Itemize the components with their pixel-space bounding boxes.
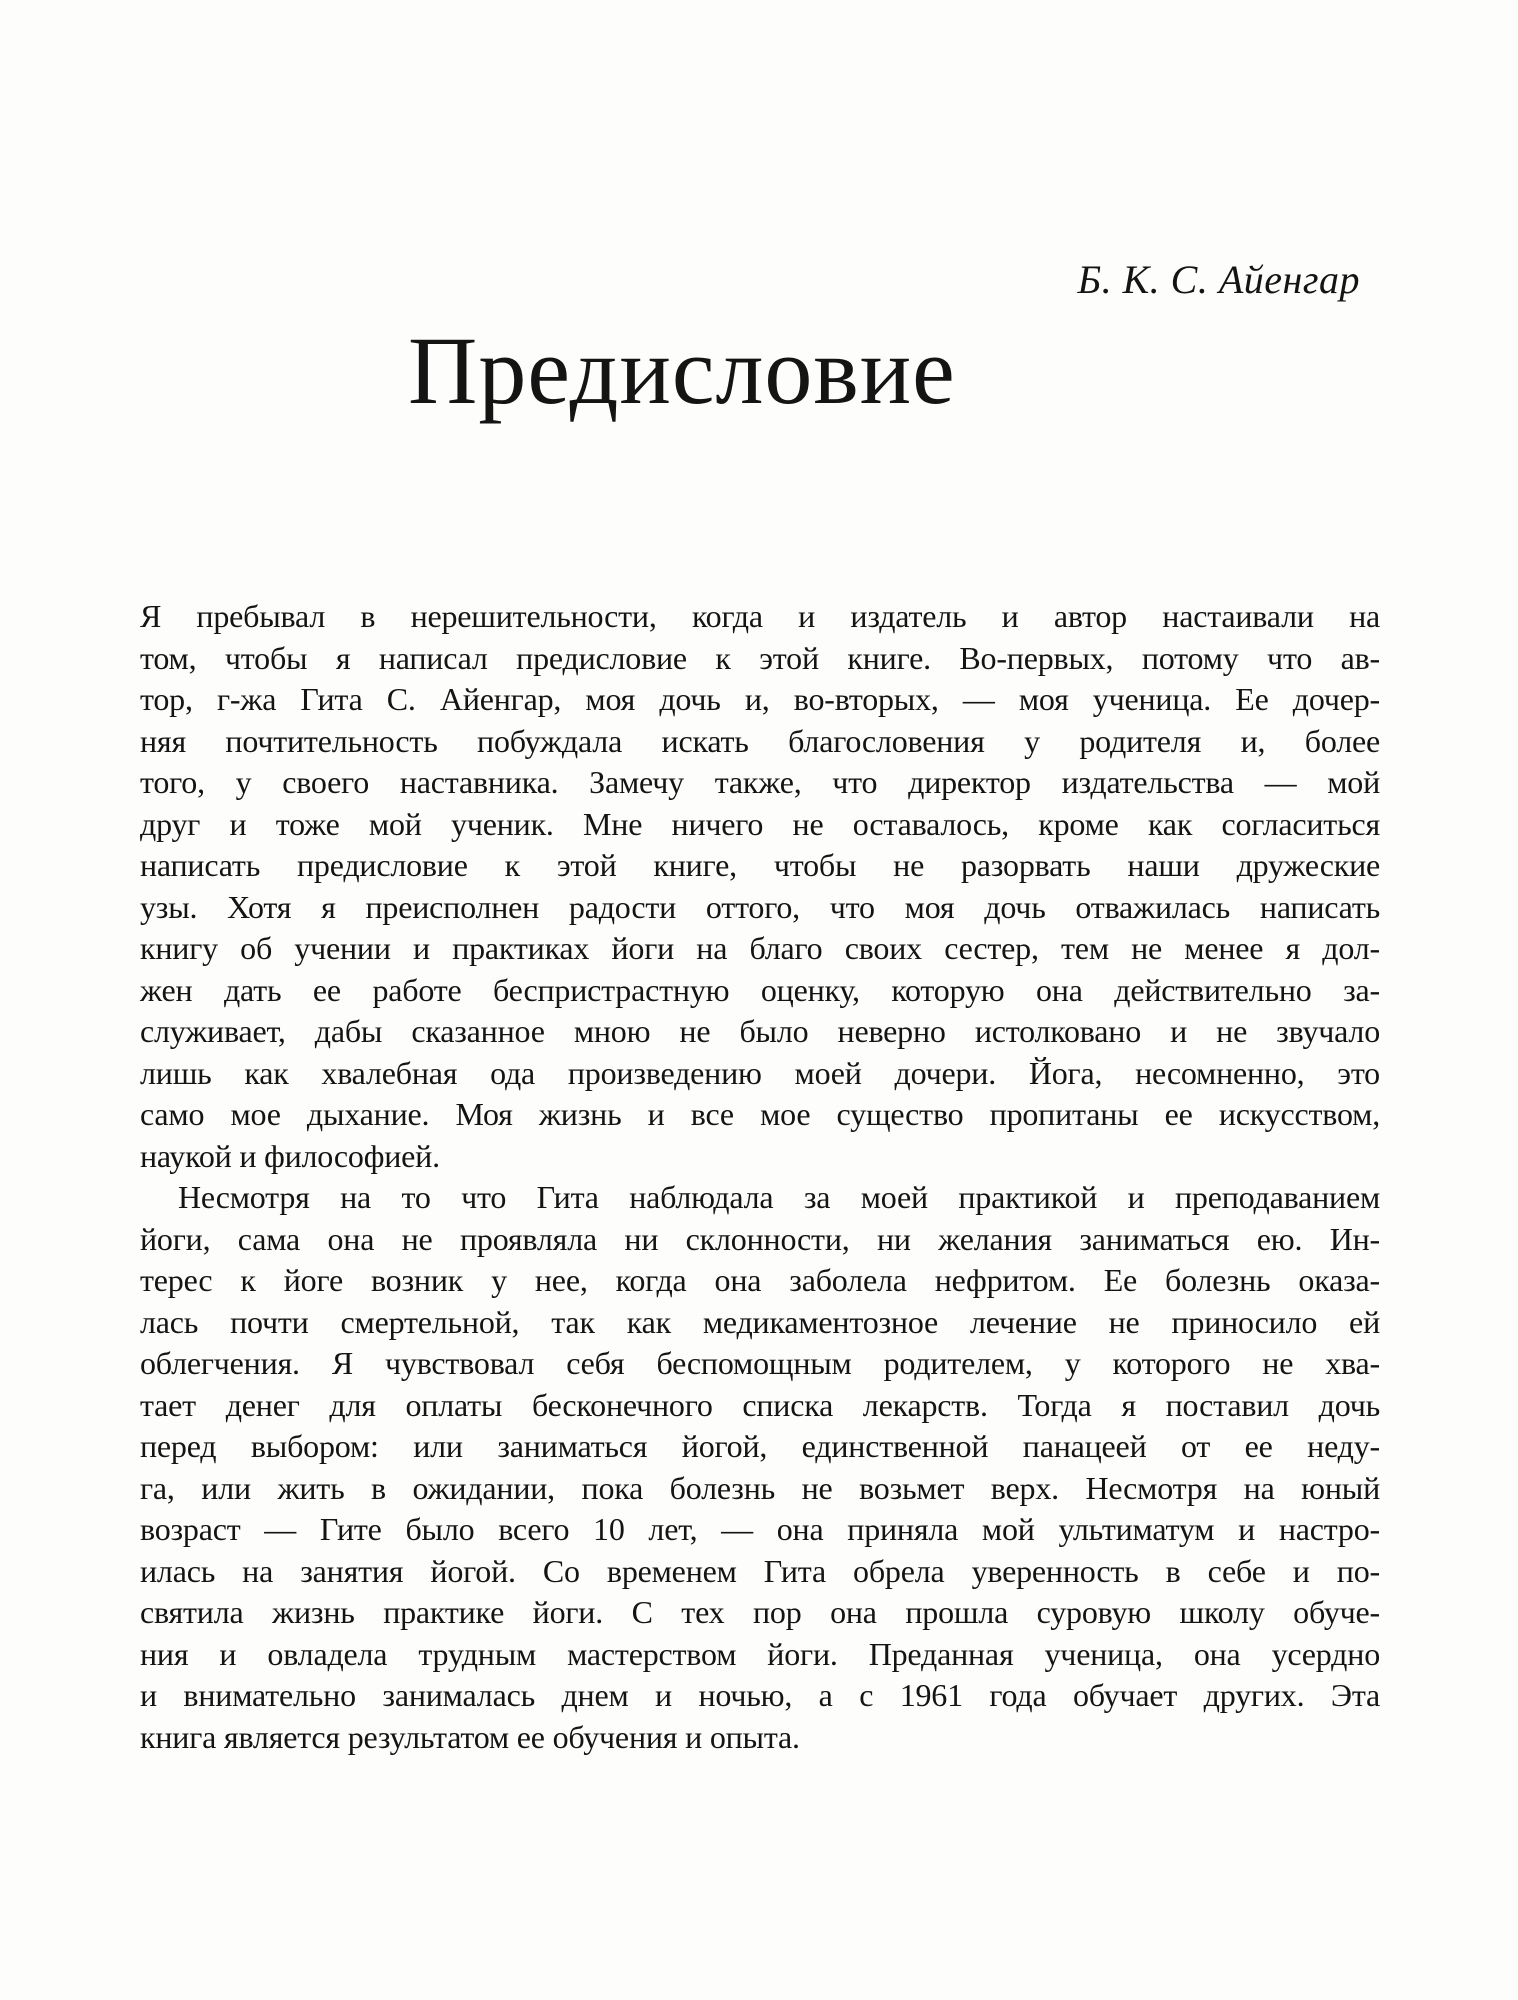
text-line: книгу об учении и практиках йоги на благо своих сестер, тем не менее я дол-: [140, 930, 1380, 966]
text-line: и внимательно занималась днем и ночью, а с 1961 года обучает других. Эта: [140, 1677, 1380, 1713]
text-line: илась на занятия йогой. Со временем Гита обрела уверенность в себе и по-: [140, 1552, 1380, 1589]
text-line: том, чтобы я написал предисловие к этой книге. Во-первых, потому что ав-: [140, 639, 1380, 676]
text-line: книга является результатом ее обучения и опыта.: [140, 1718, 800, 1755]
text-line: га, или жить в ожидании, пока болезнь не возьмет верх. Несмотря на юный: [140, 1469, 1380, 1506]
text-line: Я пребывал в нерешительности, когда и издатель и автор настаивали на: [140, 598, 1380, 634]
text-line: йоги, сама она не проявляла ни склонности, ни желания заниматься ею. Ин-: [140, 1220, 1380, 1257]
text-line: само мое дыхание. Моя жизнь и все мое существо пропитаны ее искусством,: [140, 1096, 1380, 1132]
text-line: терес к йоге возник у нее, когда она заболела нефритом. Ее болезнь оказа-: [140, 1262, 1380, 1298]
text-line: святила жизнь практике йоги. С тех пор она прошла суровую школу обуче-: [140, 1594, 1380, 1630]
text-line: написать предисловие к этой книге, чтобы не разорвать наши дружеские: [140, 847, 1380, 883]
text-line: служивает, дабы сказанное мною не было неверно истолковано и не звучало: [140, 1013, 1380, 1049]
page-title: Предисловие: [408, 317, 956, 424]
text-line: возраст — Гите было всего 10 лет, — она приняла мой ультиматум и настро-: [140, 1511, 1380, 1547]
text-line: наукой и философией.: [140, 1137, 440, 1174]
text-line: облегчения. Я чувствовал себя беспомощным родителем, у которого не хва-: [140, 1345, 1380, 1381]
text-line: няя почтительность побуждала искать благословения у родителя и, более: [140, 722, 1380, 759]
author-name: Б. К. С. Айенгар: [1077, 257, 1360, 302]
text-line: жен дать ее работе беспристрастную оценку, которую она действительно за-: [140, 971, 1380, 1008]
text-line: узы. Хотя я преисполнен радости оттого, что моя дочь отважилась написать: [140, 888, 1380, 925]
text-line: тает денег для оплаты бесконечного списка лекарств. Тогда я поставил дочь: [140, 1386, 1380, 1423]
text-line: лишь как хвалебная ода произведению моей дочери. Йога, несомненно, это: [140, 1054, 1380, 1091]
body-text: [140, 596, 1380, 1758]
text-line: Несмотря на то что Гита наблюдала за моей практикой и преподаванием: [178, 1179, 1380, 1215]
text-line: перед выбором: или заниматься йогой, единственной панацеей от ее неду-: [140, 1428, 1380, 1464]
text-line: лась почти смертельной, так как медикаментозное лечение не приносило ей: [140, 1303, 1380, 1340]
text-line: того, у своего наставника. Замечу также, что директор издательства — мой: [140, 764, 1380, 800]
text-line: тор, г-жа Гита С. Айенгар, моя дочь и, во-вторых, — моя ученица. Ее дочер-: [140, 681, 1380, 717]
text-line: ния и овладела трудным мастерством йоги. Преданная ученица, она усердно: [140, 1635, 1380, 1672]
text-line: друг и тоже мой ученик. Мне ничего не оставалось, кроме как согласиться: [140, 805, 1380, 842]
